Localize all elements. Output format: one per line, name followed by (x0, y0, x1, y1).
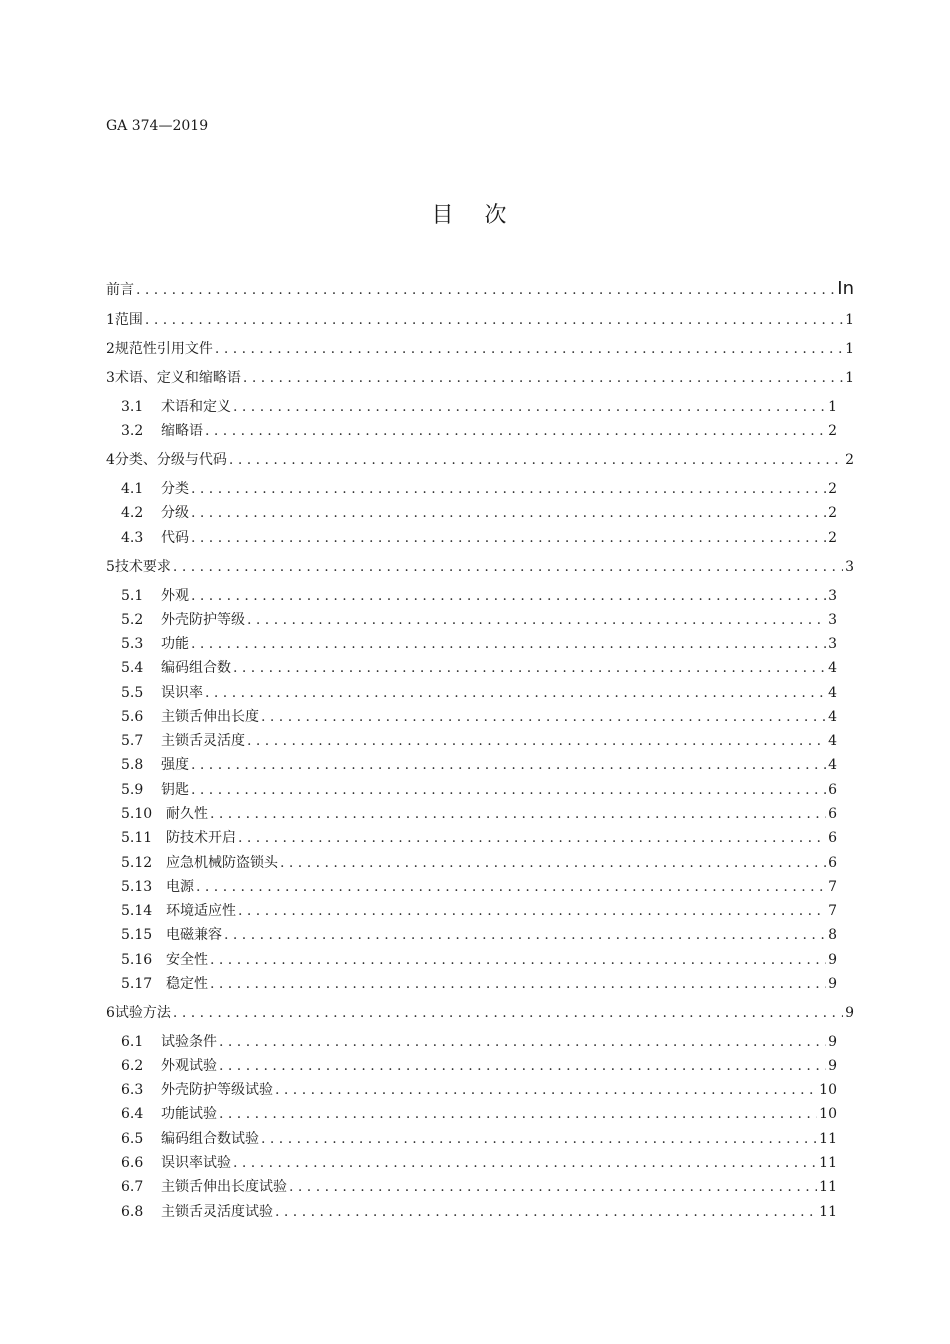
toc-entry-label: 防技术开启 (166, 830, 236, 846)
toc-entry-label: 规范性引用文件 (114, 341, 213, 357)
toc-entry-number: 5.2 (121, 612, 144, 628)
toc-entry-label: 编码组合数 (161, 660, 231, 676)
toc-entry-number: 4 (106, 452, 115, 468)
toc-entry-label: 术语和定义 (161, 399, 231, 415)
toc-entry-number: 4.2 (121, 505, 144, 521)
toc-entry-number: 5.17 (121, 976, 153, 992)
toc-entry-number: 5 (106, 559, 115, 575)
toc-entry[interactable] (121, 974, 837, 994)
toc-entry-page: 11 (819, 1179, 837, 1195)
toc-entry-number: 6.8 (121, 1204, 144, 1220)
toc-entry[interactable] (121, 479, 837, 499)
toc-entry-page: 3 (828, 636, 837, 652)
toc-entry[interactable] (121, 1080, 837, 1100)
toc-leader-dots (191, 634, 826, 654)
toc-entry-number: 5.7 (121, 733, 144, 749)
toc-entry-label: 安全性 (166, 952, 208, 968)
toc-entry[interactable] (121, 707, 837, 727)
toc-entry-number: 1 (106, 312, 115, 328)
toc-entry-label: 分级 (161, 505, 189, 521)
toc-entry-number: 6.6 (121, 1155, 144, 1171)
toc-entry[interactable] (106, 368, 854, 388)
toc-entry-number: 5.14 (121, 903, 153, 919)
toc-entry[interactable] (121, 1129, 837, 1149)
toc-entry-label: 误识率 (161, 685, 203, 701)
toc-entry-page: 9 (828, 976, 837, 992)
toc-entry-page: 6 (828, 806, 837, 822)
toc-entry-label: 缩略语 (161, 423, 203, 439)
toc-entry-label: 主锁舌伸出长度 (161, 709, 259, 725)
toc-entry-page: In (837, 278, 854, 299)
toc-entry[interactable] (121, 421, 837, 441)
toc-entry-page: 4 (828, 685, 837, 701)
toc-leader-dots (210, 974, 826, 994)
toc-entry[interactable] (121, 853, 837, 873)
toc-leader-dots (196, 877, 826, 897)
toc-leader-dots (233, 658, 826, 678)
document-code: GA 374—2019 (106, 118, 209, 134)
toc-entry-page: 2 (828, 530, 837, 546)
toc-entry[interactable] (121, 1032, 837, 1052)
toc-entry-label: 试验条件 (161, 1034, 217, 1050)
toc-entry-page: 3 (828, 588, 837, 604)
toc-entry-label: 强度 (161, 757, 189, 773)
toc-leader-dots (280, 853, 826, 873)
toc-entry-page: 9 (828, 1058, 837, 1074)
toc-leader-dots (191, 780, 826, 800)
toc-entry-page: 2 (828, 481, 837, 497)
toc-entry[interactable] (121, 1177, 837, 1197)
toc-entry-number: 5.16 (121, 952, 153, 968)
toc-entry-number: 5.3 (121, 636, 144, 652)
toc-leader-dots (238, 901, 826, 921)
toc-entry-page: 10 (819, 1082, 837, 1098)
toc-entry-label: 术语、定义和缩略语 (114, 370, 241, 386)
toc-leader-dots (261, 1129, 817, 1149)
toc-entry[interactable] (106, 450, 854, 470)
toc-entry-number: 5.1 (121, 588, 144, 604)
toc-entry[interactable] (121, 528, 837, 548)
toc-entry[interactable] (121, 901, 837, 921)
toc-entry-page: 11 (819, 1155, 837, 1171)
toc-entry-number: 3.1 (121, 399, 144, 415)
toc-entry-label: 范围 (114, 312, 143, 328)
toc-entry-label: 电磁兼容 (166, 927, 222, 943)
toc-entry-label: 外壳防护等级 (161, 612, 245, 628)
toc-entry-label: 耐久性 (166, 806, 208, 822)
toc-entry[interactable] (121, 503, 837, 523)
toc-entry-page: 4 (828, 757, 837, 773)
toc-entry[interactable] (121, 586, 837, 606)
toc-entry-label: 功能 (161, 636, 189, 652)
toc-entry-label: 主锁舌灵活度试验 (161, 1204, 273, 1220)
toc-entry-number: 2 (106, 341, 115, 357)
toc-leader-dots (191, 586, 826, 606)
toc-entry-number: 4.3 (121, 530, 144, 546)
toc-entry-number: 5.9 (121, 782, 144, 798)
toc-entry-label: 误识率试验 (161, 1155, 231, 1171)
toc-entry-number: 5.13 (121, 879, 153, 895)
toc-entry[interactable] (121, 658, 837, 678)
toc-entry-page: 7 (828, 879, 837, 895)
toc-leader-dots (247, 731, 826, 751)
toc-entry-page: 10 (819, 1106, 837, 1122)
toc-entry-page: 6 (828, 830, 837, 846)
toc-entry-label: 环境适应性 (166, 903, 236, 919)
toc-leader-dots (210, 804, 826, 824)
toc-entry-number: 5.10 (121, 806, 153, 822)
toc-entry[interactable] (106, 310, 854, 330)
toc-leader-dots (261, 707, 826, 727)
toc-entry-label: 功能试验 (161, 1106, 217, 1122)
toc-entry-label: 试验方法 (114, 1005, 171, 1021)
toc-entry-page: 9 (828, 952, 837, 968)
toc-entry[interactable] (106, 279, 854, 299)
toc-entry[interactable] (106, 339, 854, 359)
toc-leader-dots (219, 1032, 826, 1052)
toc-entry-number: 6.5 (121, 1131, 144, 1147)
toc-entry-number: 6.1 (121, 1034, 144, 1050)
toc-entry-page: 11 (819, 1131, 837, 1147)
toc-leader-dots (275, 1202, 817, 1222)
toc-entry-page: 1 (845, 370, 854, 386)
toc-entry-number: 6.3 (121, 1082, 144, 1098)
toc-entry-number: 3 (106, 370, 115, 386)
toc-leader-dots (191, 755, 826, 775)
toc-entry-number: 3.2 (121, 423, 144, 439)
toc-entry-label: 外壳防护等级试验 (161, 1082, 273, 1098)
toc-leader-dots (229, 450, 843, 470)
toc-leader-dots (173, 557, 843, 577)
toc-entry-number: 4.1 (121, 481, 144, 497)
toc-entry-number: 5.15 (121, 927, 153, 943)
toc-leader-dots (238, 828, 826, 848)
toc-leader-dots (173, 1003, 843, 1023)
toc-entry[interactable] (121, 755, 837, 775)
toc-leader-dots (191, 528, 826, 548)
toc-leader-dots (289, 1177, 817, 1197)
toc-entry-number: 5.4 (121, 660, 144, 676)
toc-entry-page: 8 (828, 927, 837, 943)
toc-entry[interactable] (121, 1202, 837, 1222)
toc-entry-number: 5.5 (121, 685, 144, 701)
toc-entry-page: 6 (828, 855, 837, 871)
toc-entry-label: 稳定性 (166, 976, 208, 992)
toc-leader-dots (233, 397, 826, 417)
toc-entry[interactable] (121, 804, 837, 824)
toc-entry[interactable] (106, 1003, 854, 1023)
toc-leader-dots (219, 1104, 817, 1124)
toc-leader-dots (224, 925, 826, 945)
toc-entry-label: 外观试验 (161, 1058, 217, 1074)
toc-entry-number: 5.8 (121, 757, 144, 773)
toc-entry-label: 外观 (161, 588, 189, 604)
toc-entry-number: 6.4 (121, 1106, 144, 1122)
toc-entry-page: 1 (845, 312, 854, 328)
toc-leader-dots (210, 950, 826, 970)
toc-leader-dots (191, 503, 826, 523)
toc-entry-label: 编码组合数试验 (161, 1131, 259, 1147)
toc-entry-page: 4 (828, 733, 837, 749)
toc-entry-page: 3 (828, 612, 837, 628)
toc-entry-label: 分类、分级与代码 (114, 452, 227, 468)
toc-entry-number: 5.11 (121, 830, 153, 846)
toc-entry-page: 1 (828, 399, 837, 415)
toc-entry[interactable] (121, 828, 837, 848)
toc-entry-label: 分类 (161, 481, 189, 497)
toc-entry-number: 6.2 (121, 1058, 144, 1074)
toc-leader-dots (215, 339, 843, 359)
toc-entry-page: 4 (828, 709, 837, 725)
toc-entry[interactable] (121, 780, 837, 800)
toc-entry[interactable] (121, 1056, 837, 1076)
toc-leader-dots (205, 683, 826, 703)
toc-entry[interactable] (121, 925, 837, 945)
toc-entry-page: 9 (845, 1005, 854, 1021)
toc-entry[interactable] (121, 1104, 837, 1124)
toc-entry[interactable] (121, 610, 837, 630)
toc-entry-label: 电源 (166, 879, 194, 895)
toc-leader-dots (247, 610, 826, 630)
toc-entry-page: 3 (845, 559, 854, 575)
toc-entry-page: 2 (845, 452, 854, 468)
toc-entry-page: 4 (828, 660, 837, 676)
toc-entry-page: 11 (819, 1204, 837, 1220)
toc-entry-label: 应急机械防盗锁头 (166, 855, 278, 871)
toc-entry-number: 5.12 (121, 855, 153, 871)
toc-entry-number: 6 (106, 1005, 115, 1021)
toc-entry-page: 2 (828, 423, 837, 439)
toc-entry[interactable] (121, 950, 837, 970)
toc-entry-page: 7 (828, 903, 837, 919)
toc-entry[interactable] (121, 1153, 837, 1173)
toc-leader-dots (233, 1153, 817, 1173)
toc-entry-number: 6.7 (121, 1179, 144, 1195)
toc-entry-label: 主锁舌灵活度 (161, 733, 245, 749)
toc-leader-dots (219, 1056, 826, 1076)
toc-entry[interactable] (121, 731, 837, 751)
toc-entry-page: 2 (828, 505, 837, 521)
toc-entry-page: 1 (845, 341, 854, 357)
toc-entry[interactable] (121, 397, 837, 417)
toc-entry-page: 9 (828, 1034, 837, 1050)
toc-entry[interactable] (106, 557, 854, 577)
toc-leader-dots (275, 1080, 817, 1100)
toc-entry[interactable] (121, 634, 837, 654)
toc-leader-dots (145, 310, 843, 330)
toc-leader-dots (243, 368, 843, 388)
page-title: 目 次 (431, 203, 519, 228)
toc-entry[interactable] (121, 877, 837, 897)
toc-entry[interactable] (121, 683, 837, 703)
toc-leader-dots (205, 421, 826, 441)
toc-entry-label: 主锁舌伸出长度试验 (161, 1179, 287, 1195)
toc-entry-label: 技术要求 (114, 559, 171, 575)
toc-entry-page: 6 (828, 782, 837, 798)
toc-entry-label: 前言 (106, 282, 134, 298)
toc-leader-dots (191, 479, 826, 499)
toc-leader-dots (136, 280, 835, 300)
toc-entry-number: 5.6 (121, 709, 144, 725)
toc-entry-label: 钥匙 (161, 782, 189, 798)
toc-entry-label: 代码 (161, 530, 189, 546)
